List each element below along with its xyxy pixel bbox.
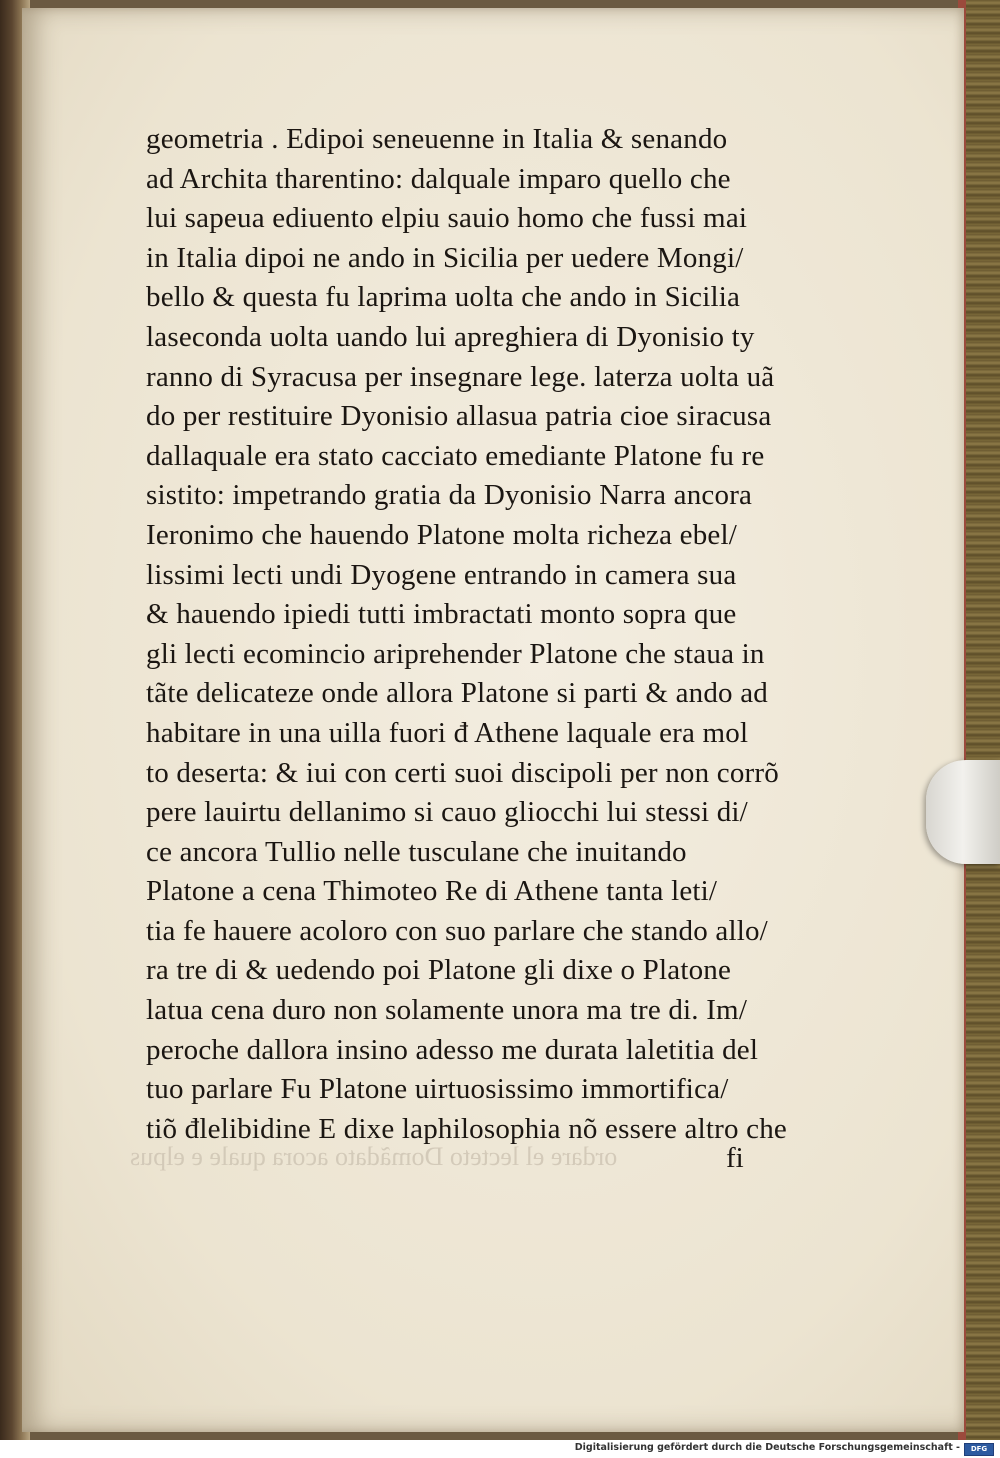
bleed-through-text: ordare el lecteto Domãdato acora quale e elpus [130,1142,618,1171]
book-cover-edge [962,0,1000,1440]
text-line: & hauendo ipiedi tutti imbractati monto sopra que [146,598,737,631]
text-line: ce ancora Tullio nelle tusculane che inuitando [146,835,687,868]
text-line: Platone a cena Thimoteo Re di Athene tanta leti/ [146,875,718,908]
text-line: ad Archita tharentino: dalquale imparo quello che [146,162,731,195]
dfg-logo-icon: DFG [964,1443,994,1456]
digitization-credit: Digitalisierung gefördert durch die Deutsche Forschungsgemeinschaft - [574,1442,960,1453]
text-line: habitare in una uilla fuori đ Athene laquale era mol [146,716,749,749]
text-line: dallaquale era stato cacciato emediante Platone fu re [146,439,765,472]
text-line: bello & questa fu laprima uolta che ando in Sicilia [146,281,741,314]
text-line: lui sapeua ediuento elpiu sauio homo che fussi mai [146,202,748,235]
text-line: gli lecti ecomincio ariprehender Platone che staua in [146,637,765,670]
text-line: peroche dallora insino adesso me durata laletitia del [146,1033,759,1066]
page-clasp [926,760,1000,864]
text-line: in Italia dipoi ne ando in Sicilia per uedere Mongi/ [146,241,744,274]
text-line: geometria . Edipoi seneuenne in Italia & senando [146,123,728,155]
text-line: pere lauirtu dellanimo si cauo gliocchi lui stessi di/ [146,796,748,829]
text-line: ranno di Syracusa per insegnare lege. laterza uolta uã [146,360,775,393]
text-line: laseconda uolta uando lui apreghiera di Dyonisio ty [146,320,755,353]
text-line: latua cena duro non solamente unora ma tre di. Im/ [146,994,748,1027]
text-line: to deserta: & iui con certi suoi discipoli per non corrõ [146,756,779,789]
text-line: tia fe hauere acoloro con suo parlare che stando allo/ [146,914,768,947]
catchword: fi [726,1142,744,1174]
text-line: lissimi lecti undi Dyogene entrando in camera sua [146,558,737,591]
text-line: tãte delicateze onde allora Platone si parti & ando ad [146,677,768,710]
text-line: sistito: impetrando gratia da Dyonisio Narra ancora [146,479,753,512]
text-line: Ieronimo che hauendo Platone molta richeza ebel/ [146,518,737,551]
text-line: do per restituire Dyonisio allasua patria cioe siracusa [146,400,772,433]
text-line: ra tre di & uedendo poi Platone gli dixe o Platone [146,954,732,987]
text-line: tiõ đlelibidine E dixe laphilosophia nõ essere altro che [146,1112,787,1145]
text-line: tuo parlare Fu Platone uirtuosissimo immortifica/ [146,1073,729,1106]
page-text-block [146,120,806,1149]
